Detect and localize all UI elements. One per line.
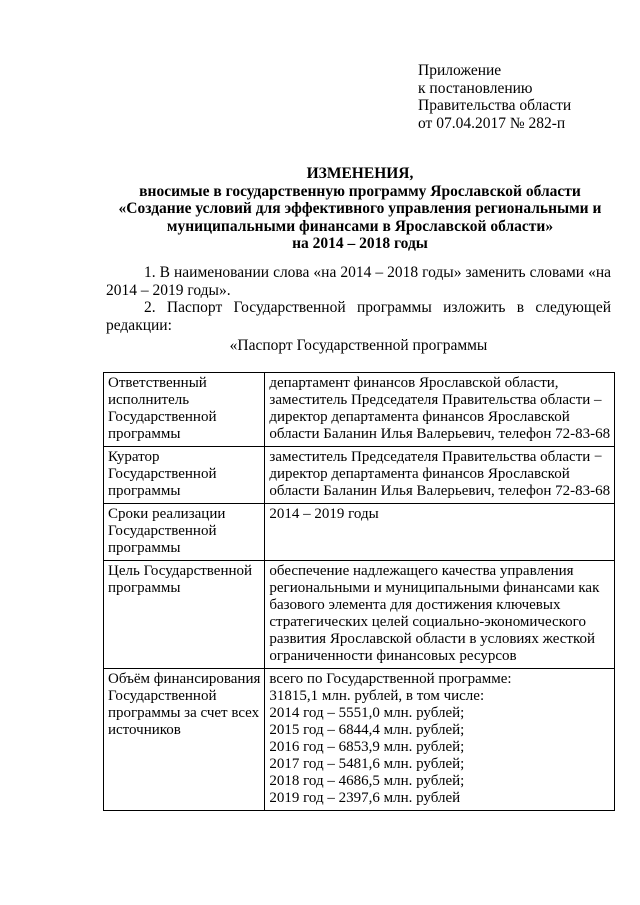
cell-line: обеспечение надлежащего качества управления	[269, 563, 574, 579]
title-line: муниципальными финансами в Ярославской области»	[166, 217, 554, 235]
table-row	[104, 504, 615, 561]
appendix-line: Приложение	[418, 62, 502, 79]
cell-line: исполнитель	[108, 392, 190, 408]
cell-line: 2015 год – 6844,4 млн. рублей;	[269, 722, 465, 738]
cell-line: источников	[108, 722, 181, 738]
cell-line: 2017 год – 5481,6 млн. рублей;	[269, 756, 465, 772]
appendix-line: Правительства области	[418, 97, 572, 114]
cell-line: Цель Государственной	[108, 563, 253, 579]
row-label-cell	[104, 373, 265, 447]
row-value-cell	[265, 373, 615, 447]
appendix-block	[418, 62, 628, 132]
cell-line: развития Ярославской области в условиях жесткой	[269, 631, 596, 647]
title-line: «Создание условий для эффективного управления региональными и	[118, 200, 602, 217]
cell-line: программы за счет всех	[108, 705, 260, 721]
cell-line: Государственной	[108, 523, 217, 539]
cell-line: 31815,1 млн. рублей, в том числе:	[269, 688, 485, 704]
cell-line: области Баланин Илья Валерьевич, телефон 72-83-68	[269, 426, 611, 442]
title-line: ИЗМЕНЕНИЯ,	[306, 165, 414, 182]
table-row	[104, 669, 615, 811]
cell-line: Государственной	[108, 409, 217, 425]
cell-line: 2014 год – 5551,0 млн. рублей;	[269, 705, 465, 721]
cell-line: программы	[108, 540, 181, 556]
table-row	[104, 447, 615, 504]
cell-line: директор департамента финансов Ярославской	[269, 409, 570, 425]
cell-line: заместитель Председателя Правительства области –	[269, 392, 602, 408]
cell-line: базового элемента для достижения ключевых	[269, 597, 561, 613]
cell-line: директор департамента финансов Ярославской	[269, 466, 570, 482]
cell-line: программы	[108, 483, 181, 499]
cell-line: программы	[108, 426, 181, 442]
cell-line: заместитель Председателя Правительства области −	[269, 449, 603, 465]
appendix-line: от 07.04.2017 № 282-п	[418, 114, 566, 132]
row-label-cell	[104, 561, 265, 669]
cell-line: области Баланин Илья Валерьевич, телефон 72-83-68	[269, 483, 611, 499]
row-value-cell	[265, 504, 615, 561]
cell-line: 2019 год – 2397,6 млн. рублей	[269, 790, 461, 806]
cell-line: 2016 год – 6853,9 млн. рублей;	[269, 739, 465, 755]
row-value-cell	[265, 669, 615, 811]
row-label-cell	[104, 669, 265, 811]
title-line: на 2014 – 2018 годы	[292, 235, 428, 252]
cell-line: программы	[108, 580, 181, 596]
cell-line: ограниченности финансовых ресурсов	[269, 648, 517, 664]
row-value-cell	[265, 447, 615, 504]
cell-line: Ответственный	[108, 375, 207, 391]
row-label-cell	[104, 504, 265, 561]
appendix-line: к постановлению	[418, 79, 533, 97]
passport-heading: «Паспорт Государственной программы	[229, 337, 488, 354]
passport-table	[103, 372, 615, 811]
cell-line: Государственной	[108, 688, 217, 704]
table-row	[104, 561, 615, 669]
cell-line: стратегических целей социально-экономического	[269, 614, 586, 630]
cell-line: всего по Государственной программе:	[269, 671, 512, 687]
title-line: вносимые в государственную программу Ярославской области	[139, 182, 581, 200]
table-row	[104, 373, 615, 447]
cell-line: Государственной	[108, 466, 217, 482]
paragraph-2: 2. Паспорт Государственной программы изложить в следующей редакции:	[106, 299, 611, 334]
cell-line: Объём финансирования	[108, 671, 261, 687]
document-body	[106, 264, 611, 355]
cell-line: Сроки реализации	[108, 506, 226, 522]
cell-line: департамент финансов Ярославской области,	[269, 375, 559, 391]
cell-line: Куратор	[108, 449, 160, 465]
row-value-cell	[265, 561, 615, 669]
row-label-cell	[104, 447, 265, 504]
document-title	[100, 165, 620, 253]
cell-line: 2018 год – 4686,5 млн. рублей;	[269, 773, 465, 789]
cell-line: региональными и муниципальными финансами как	[269, 580, 600, 596]
paragraph-1: 1. В наименовании слова «на 2014 – 2018 годы» заменить словами «на 2014 – 2019 годы».	[106, 264, 611, 299]
cell-line: 2014 – 2019 годы	[269, 506, 379, 522]
